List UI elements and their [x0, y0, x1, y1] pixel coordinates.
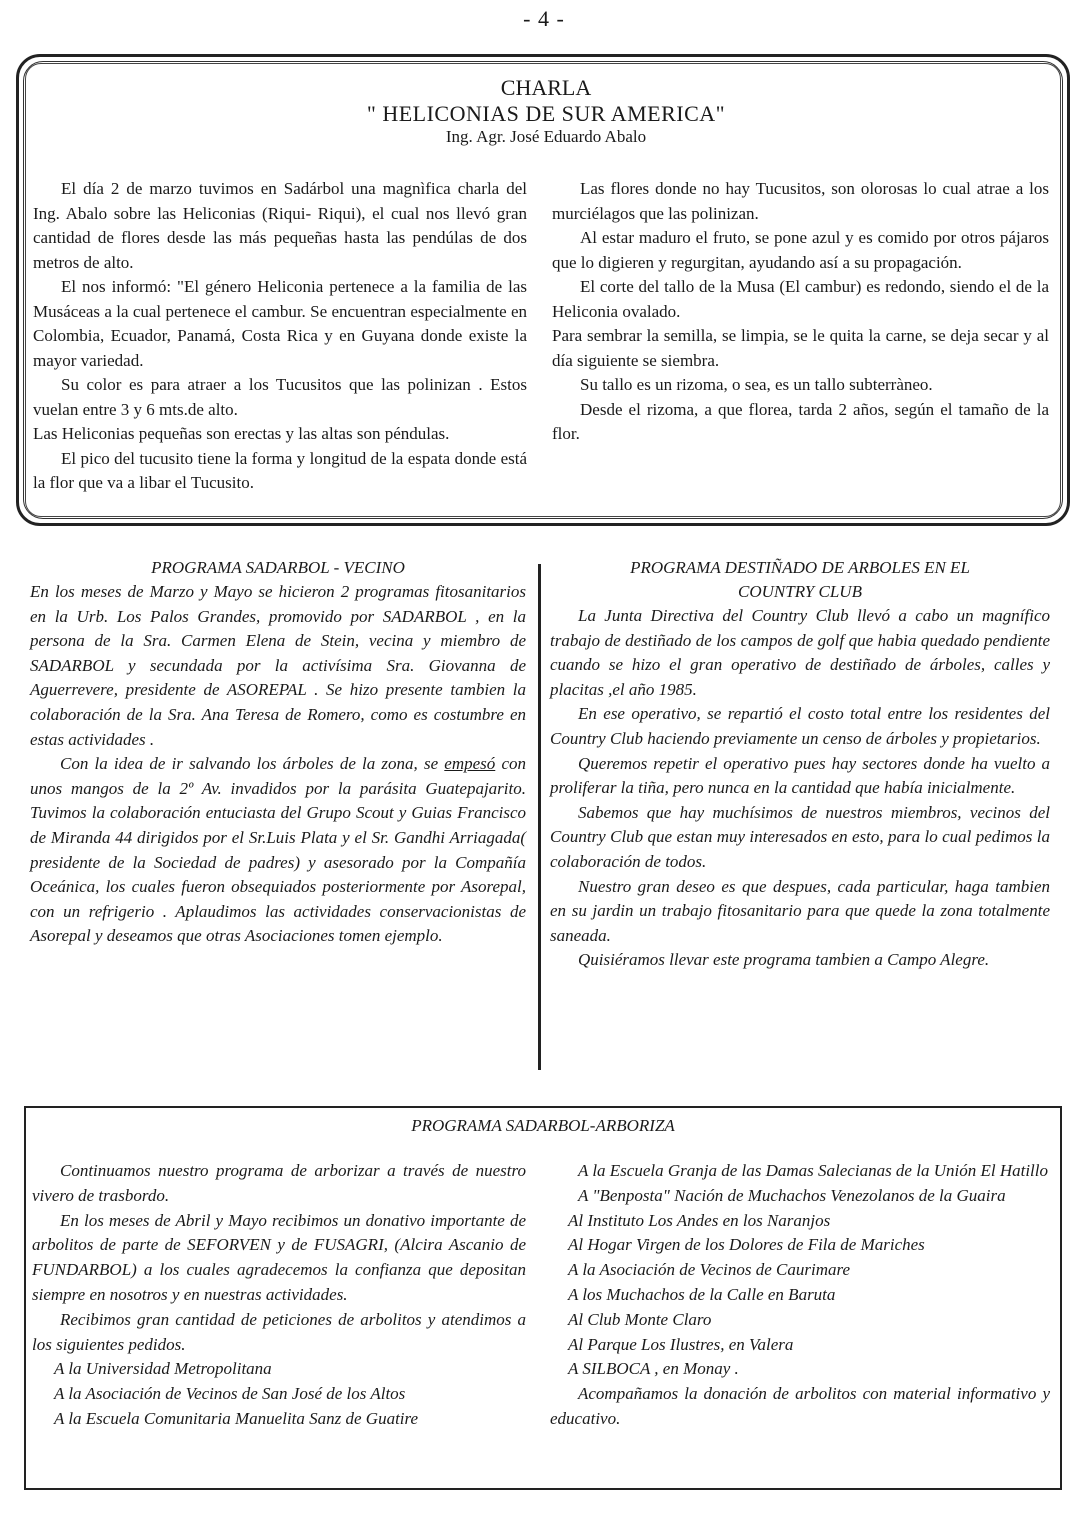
- vecino-text: Con la idea de ir salvando los árboles de la zona, se: [60, 754, 439, 774]
- arboriza-list-item: A la Asociación de Vecinos de San José de los Altos: [54, 1384, 406, 1404]
- arboriza-right-column: [550, 1159, 1050, 1432]
- charla-paragraph: El nos informó: "El género Heliconia pertenece a la familia de las Musáceas a la cual pertenece el cambur. Se encuentran especialmente en Colombia, Ecuador, Panamá, Costa Rica y en Guyana donde existe la mayor variedad.: [33, 277, 527, 370]
- arboriza-list-item: A la Escuela Comunitaria Manuelita Sanz de Guatire: [54, 1408, 419, 1428]
- country-paragraph: La Junta Directiva del Country Club llevó a cabo un magnífico trabajo de destiñado de los campos de golf que habia quedado pendiente cuando se hizo el gran operativo de destiñado de árboles, calles y placitas ,el año 1985.: [550, 606, 1050, 699]
- charla-paragraph: Su color es para atraer a los Tucusitos que las polinizan . Estos vuelan entre 3 y 6 mts.de alto.: [33, 375, 527, 419]
- country-paragraph: Queremos repetir el operativo pues hay sectores donde ha vuelto a proliferar la tiña, pero nunca en la cantidad que había inicialmente.: [550, 753, 1050, 798]
- arboriza-title: PROGRAMA SADARBOL-ARBORIZA: [411, 1116, 675, 1135]
- arboriza-paragraph: Recibimos gran cantidad de peticiones de arbolitos y atendimos a los siguientes pedidos.: [32, 1309, 526, 1354]
- country-paragraph: Quisiéramos llevar este programa tambien a Campo Alegre.: [578, 950, 990, 970]
- vecino-paragraph: [30, 752, 526, 949]
- arboriza-list-item: Al Instituto Los Andes en los Naranjos: [568, 1210, 831, 1230]
- arboriza-list-item: A "Benposta" Nación de Muchachos Venezolanos de la Guaira: [578, 1185, 1006, 1205]
- charla-right-column: [552, 177, 1049, 447]
- arboriza-list-item: A los Muchachos de la Calle en Baruta: [568, 1284, 836, 1304]
- vecino-paragraph: En los meses de Marzo y Mayo se hicieron 2 programas fitosanitarios en la Urb. Los Palos Grandes, promovido por SADARBOL , en la persona de la Sra. Carmen Elena de Stein, vecina y miembro de SADARBOL y secundada por la activísima Sra. Giovanna de Aguerrevere, presidente de ASOREPAL . Se hizo presente tambien la colaboración de la Sra. Ana Teresa de Romero, como es costumbre en estas actividades .: [30, 582, 526, 749]
- vecino-section: [30, 556, 526, 949]
- vecino-underlined-word: empesó: [444, 754, 496, 774]
- column-divider: [538, 564, 541, 1070]
- arboriza-list-item: A SILBOCA , en Monay .: [568, 1359, 739, 1379]
- arboriza-list-item: A la Asociación de Vecinos de Caurimare: [568, 1260, 851, 1280]
- charla-title: CHARLA: [500, 75, 592, 100]
- arboriza-list-item: Al Parque Los Ilustres, en Valera: [568, 1334, 794, 1354]
- arboriza-closing: Acompañamos la donación de arbolitos con material informativo y educativo.: [550, 1384, 1050, 1428]
- charla-paragraph: Para sembrar la semilla, se limpia, se le quita la carne, se deja secar y al día siguiente se siembra.: [552, 326, 1049, 370]
- charla-paragraph: Las flores donde no hay Tucusitos, son olorosas lo cual atrae a los murciélagos que las polinizan.: [552, 179, 1049, 223]
- page-number: - 4 -: [523, 6, 565, 31]
- arboriza-list-item: A la Escuela Granja de las Damas Salecianas de la Unión El Hatillo: [578, 1161, 1048, 1180]
- charla-author: Ing. Agr. José Eduardo Abalo: [445, 127, 647, 146]
- vecino-title: PROGRAMA SADARBOL - VECINO: [151, 558, 405, 577]
- arboriza-paragraph: Continuamos nuestro programa de arborizar a través de nuestro vivero de trasbordo.: [32, 1161, 526, 1205]
- country-paragraph: Sabemos que hay muchísimos de nuestros miembros, vecinos del Country Club que estan muy interesados en esto, para lo cual pedimos la colaboración de todos.: [550, 802, 1050, 871]
- charla-left-column: [33, 177, 527, 496]
- charla-paragraph: Desde el rizoma, a que florea, tarda 2 años, según el tamaño de la flor.: [552, 399, 1049, 443]
- charla-paragraph: Al estar maduro el fruto, se pone azul y es comido por otros pájaros que lo digieren y regurgitan, ayudando así a su propagación.: [552, 228, 1049, 272]
- country-section: [550, 556, 1050, 973]
- country-title: PROGRAMA DESTIÑADO DE ARBOLES EN EL: [630, 558, 970, 577]
- vecino-text: con unos mangos de la 2º Av. invadidos por la parásita Guatepajarito. Tuvimos la colaboración entuciasta del Grupo Scout y Guias Francisco de Miranda 44 dirigidos por el Sr.Luis Plata y el Sr. Gandhi Arriagada( presidente de la Sociedad de padres) y asesorado por la Compañía Oceánica, los cuales fueron obsequiados posteriormente por Asorepal, con un refrigerio . Aplaudimos las actividades conservacionistas de Asorepal y deseamos que otras Asociaciones tomen ejemplo.: [30, 754, 526, 946]
- charla-paragraph: Las Heliconias pequeñas son erectas y las altas son péndulas.: [33, 424, 450, 443]
- country-title-line2: COUNTRY CLUB: [738, 582, 862, 601]
- charla-box: [16, 54, 1070, 526]
- charla-paragraph: El pico del tucusito tiene la forma y longitud de la espata donde está la flor que va a libar el Tucusito.: [33, 448, 527, 492]
- arboriza-list-item: A la Universidad Metropolitana: [54, 1359, 272, 1379]
- charla-paragraph: Su tallo es un rizoma, o sea, es un tallo subterràneo.: [580, 375, 933, 394]
- country-paragraph: En ese operativo, se repartió el costo total entre los residentes del Country Club haciendo previamente un censo de árboles y propietarios.: [550, 704, 1050, 748]
- arboriza-paragraph: En los meses de Abril y Mayo recibimos un donativo importante de arbolitos de parte de SEFORVEN y de FUSAGRI, (Alcira Ascanio de FUNDARBOL) a los cuales agradecemos la confianza que depositan siempre en nosotros y en nuestras actividades.: [32, 1210, 526, 1304]
- charla-subtitle: " HELICONIAS DE SUR AMERICA": [366, 101, 726, 126]
- arboriza-left-column: [32, 1159, 526, 1432]
- charla-paragraph: El corte del tallo de la Musa (El cambur) es redondo, siendo el de la Heliconia ovalado.: [552, 277, 1049, 321]
- charla-header: [19, 75, 1073, 147]
- charla-paragraph: El día 2 de marzo tuvimos en Sadárbol una magnìfica charla del Ing. Abalo sobre las Heliconias (Riqui- Riqui), el cual nos llevó gran cantidad de flores desde las más pequeñas hasta las pendúlas de dos metros de alto.: [33, 179, 527, 272]
- arboriza-list-item: Al Club Monte Claro: [568, 1309, 712, 1329]
- arboriza-list-item: Al Hogar Virgen de los Dolores de Fila de Mariches: [568, 1235, 925, 1255]
- country-paragraph: Nuestro gran deseo es que despues, cada particular, haga tambien en su jardin un trabajo fitosanitario para que quede la zona totalmente saneada.: [550, 876, 1050, 945]
